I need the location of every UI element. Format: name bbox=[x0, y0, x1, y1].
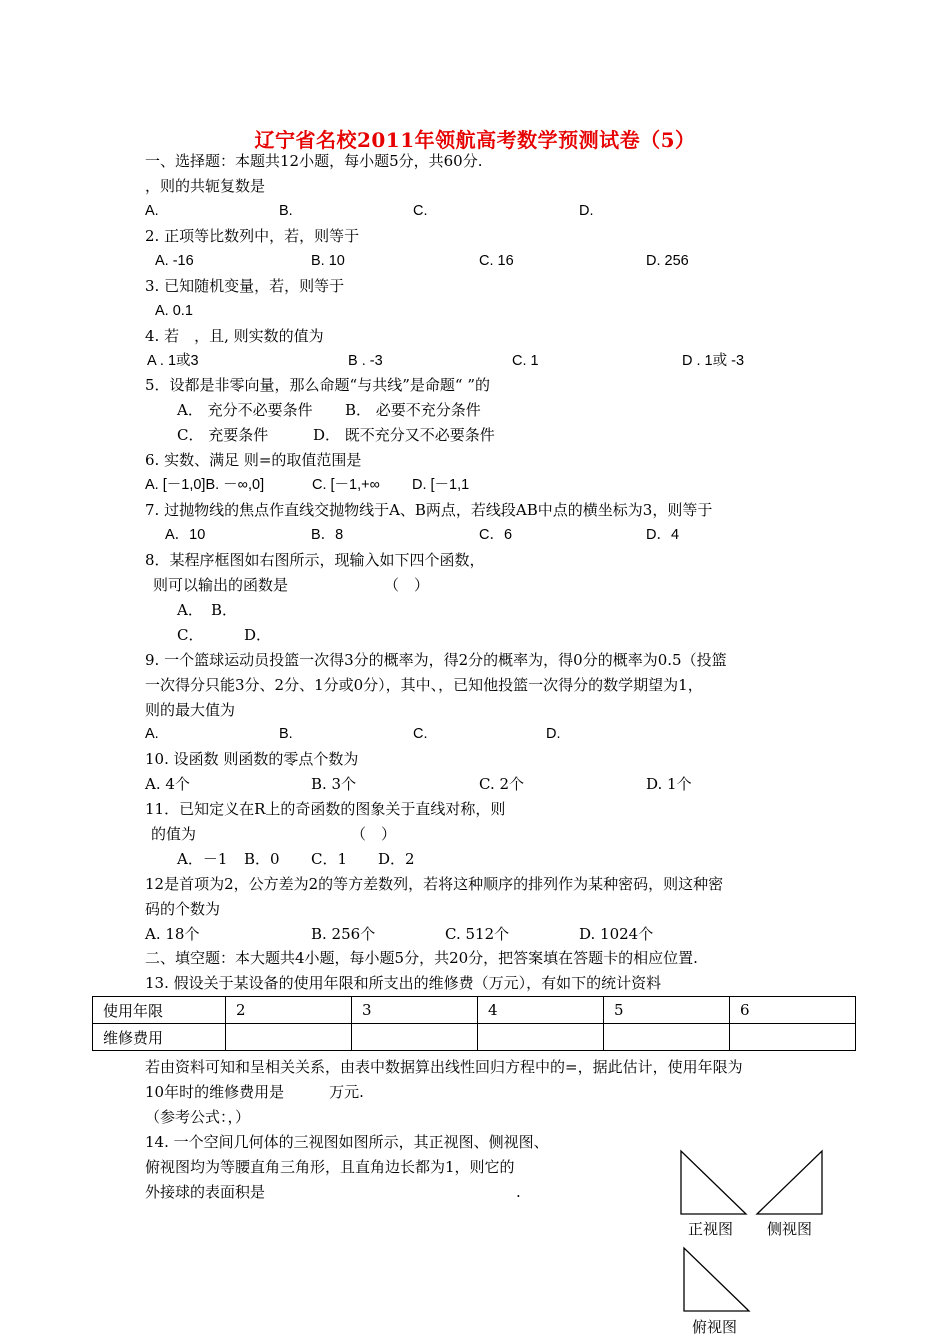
q9-line-1: 9. 一个篮球运动员投篮一次得3分的概率为，得2分的概率为，得0分的概率为0.5（投篮 bbox=[145, 651, 727, 669]
side-view-triangle bbox=[756, 1150, 824, 1215]
cost-cell bbox=[604, 1024, 730, 1051]
q11-option-b: B．0 bbox=[244, 850, 280, 868]
q12-option-a: A. 18个 bbox=[145, 925, 200, 943]
q10-option-c: C. 2个 bbox=[479, 775, 525, 793]
q10-option-b: B. 3个 bbox=[311, 775, 357, 793]
q3-stem: 3. 已知随机变量，若，则等于 bbox=[145, 277, 345, 295]
q13-after-line-2: 10年时的维修费用是 万元. bbox=[145, 1083, 364, 1101]
q13-after-line-1: 若由资料可知和呈相关关系，由表中数据算出线性回归方程中的=，据此估计，使用年限为 bbox=[145, 1058, 743, 1076]
q9-option-d: D. bbox=[546, 726, 561, 742]
q8-answer-bracket: （ ） bbox=[384, 576, 430, 594]
q4-stem: 4. 若 ，且, 则实数的值为 bbox=[145, 327, 324, 345]
q2-option-b: B. 10 bbox=[311, 253, 345, 269]
maintenance-cost-table bbox=[92, 996, 856, 1051]
q14-line-2: 俯视图均为等腰直角三角形，且直角边长都为1，则它的 bbox=[145, 1158, 515, 1176]
q8-stem-line-1: 8．某程序框图如右图所示，现输入如下四个函数， bbox=[145, 551, 485, 569]
cost-cell bbox=[478, 1024, 604, 1051]
q4-option-d: D . 1或 -3 bbox=[682, 353, 745, 369]
side-view-label: 侧视图 bbox=[767, 1220, 813, 1238]
q9-line-3: 则的最大值为 bbox=[145, 701, 236, 719]
q5-option-a: A． 充分不必要条件 bbox=[177, 401, 313, 419]
top-view-triangle bbox=[683, 1247, 751, 1312]
q11-stem-line-1: 11．已知定义在R上的奇函数的图象关于直线对称，则 bbox=[145, 800, 506, 818]
q7-option-d: D．4 bbox=[646, 527, 680, 543]
q9-option-a: A. bbox=[145, 726, 159, 742]
q8-option-d: D． bbox=[244, 626, 272, 644]
q2-stem: 2. 正项等比数列中，若，则等于 bbox=[145, 227, 360, 245]
q5-option-b: B． 必要不充分条件 bbox=[345, 401, 481, 419]
q4-option-c: C. 1 bbox=[512, 353, 539, 369]
q8-option-b: B． bbox=[211, 601, 238, 619]
q1-stem: ，则的共轭复数是 bbox=[145, 177, 266, 195]
q11-answer-bracket: （ ） bbox=[351, 825, 397, 843]
q12-option-c: C. 512个 bbox=[445, 925, 510, 943]
q1-option-c: C. bbox=[413, 203, 428, 219]
section-1-heading: 一、选择题：本题共12小题，每小题5分，共60分. bbox=[145, 152, 483, 170]
q1-option-a: A. bbox=[145, 203, 159, 219]
q6-option-c: C. [－1,+∞ bbox=[312, 477, 380, 493]
q6-stem: 6. 实数、满足 则=的取值范围是 bbox=[145, 451, 362, 469]
q1-option-b: B. bbox=[279, 203, 293, 219]
top-view-label: 俯视图 bbox=[692, 1318, 738, 1336]
q7-option-a: A．10 bbox=[165, 527, 206, 543]
q12-line-1: 12是首项为2，公方差为2的等方差数列，若将这种顺序的排列作为某种密码，则这种密 bbox=[145, 875, 724, 893]
cost-cell bbox=[730, 1024, 856, 1051]
section-2-heading: 二、填空题：本大题共4小题，每小题5分，共20分，把答案填在答题卡的相应位置. bbox=[145, 949, 698, 967]
q12-line-2: 码的个数为 bbox=[145, 900, 221, 918]
front-view-triangle bbox=[680, 1150, 748, 1215]
q13-formula-note: （参考公式：，） bbox=[145, 1108, 251, 1126]
cost-cell bbox=[352, 1024, 478, 1051]
q10-stem: 10. 设函数 则函数的零点个数为 bbox=[145, 750, 359, 768]
q6-option-d: D. [－1,1 bbox=[412, 477, 470, 493]
year-cell: 3 bbox=[352, 997, 478, 1024]
q12-option-d: D. 1024个 bbox=[579, 925, 654, 943]
q13-stem: 13. 假设关于某设备的使用年限和所支出的维修费（万元），有如下的统计资料 bbox=[145, 974, 662, 992]
q9-option-b: B. bbox=[279, 726, 293, 742]
q11-option-a: A．－1 bbox=[177, 850, 228, 868]
q1-option-d: D. bbox=[579, 203, 594, 219]
q2-option-c: C. 16 bbox=[479, 253, 514, 269]
q12-option-b: B. 256个 bbox=[311, 925, 376, 943]
q4-option-a: A . 1或3 bbox=[147, 353, 199, 369]
year-cell: 2 bbox=[226, 997, 352, 1024]
q3-option-a: A. 0.1 bbox=[155, 303, 193, 319]
q11-option-c: C．1 bbox=[311, 850, 348, 868]
q9-option-c: C. bbox=[413, 726, 428, 742]
table-row-costs bbox=[93, 1024, 856, 1051]
q7-stem: 7. 过抛物线的焦点作直线交抛物线于A、B两点，若线段AB中点的横坐标为3，则等于 bbox=[145, 501, 713, 519]
q8-option-c: C． bbox=[177, 626, 204, 644]
year-cell: 4 bbox=[478, 997, 604, 1024]
q8-option-a: A． bbox=[177, 601, 203, 619]
q11-option-d: D．2 bbox=[378, 850, 415, 868]
q6-option-ab: A. [－1,0]B. －∞,0] bbox=[145, 477, 265, 493]
q4-option-b: B . -3 bbox=[348, 353, 383, 369]
q7-option-c: C．6 bbox=[479, 527, 513, 543]
q2-option-d: D. 256 bbox=[646, 253, 689, 269]
q7-option-b: B．8 bbox=[311, 527, 344, 543]
cost-cell bbox=[226, 1024, 352, 1051]
q14-line-1: 14. 一个空间几何体的三视图如图所示，其正视图、侧视图、 bbox=[145, 1133, 549, 1151]
row-label-years: 使用年限 bbox=[93, 997, 226, 1024]
q5-stem: 5．设都是非零向量，那么命题“与共线”是命题“ ”的 bbox=[145, 376, 490, 394]
table-row-years bbox=[93, 997, 856, 1024]
q8-stem-line-2: 则可以输出的函数是 bbox=[153, 576, 289, 594]
year-cell: 6 bbox=[730, 997, 856, 1024]
q11-stem-line-2: 的值为 bbox=[151, 825, 197, 843]
q5-option-d: D． 既不充分又不必要条件 bbox=[313, 426, 495, 444]
q10-option-d: D. 1个 bbox=[646, 775, 692, 793]
q5-option-c: C． 充要条件 bbox=[177, 426, 269, 444]
q14-line-3: 外接球的表面积是 bbox=[145, 1183, 266, 1201]
q10-option-a: A. 4个 bbox=[145, 775, 190, 793]
front-view-label: 正视图 bbox=[688, 1220, 734, 1238]
q14-end-period: . bbox=[516, 1183, 521, 1201]
exam-title: 辽宁省名校2011年领航高考数学预测试卷（5） bbox=[254, 128, 696, 152]
year-cell: 5 bbox=[604, 997, 730, 1024]
q9-line-2: 一次得分只能3分、2分、1分或0分），其中、，已知他投篮一次得分的数学期望为1， bbox=[145, 676, 703, 694]
row-label-costs: 维修费用 bbox=[93, 1024, 226, 1051]
q2-option-a: A. -16 bbox=[155, 253, 194, 269]
